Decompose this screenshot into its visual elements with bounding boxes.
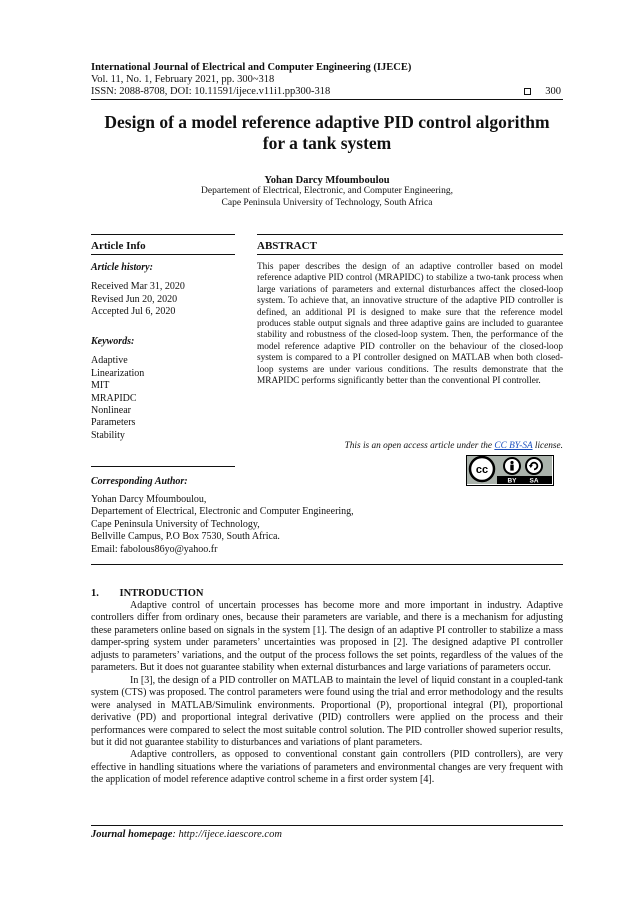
- affiliation-line: Cape Peninsula University of Technology, South Africa: [221, 197, 433, 208]
- section-heading: [91, 588, 204, 599]
- article-info-heading-rule: [91, 254, 235, 255]
- cc-badge-graphic: [467, 456, 552, 484]
- keyword: Parameters: [91, 417, 136, 429]
- paragraph: Adaptive controllers, as opposed to conventional constant gain controllers (PID controllers), are very effective in handling situations where the variations of parameters and environmental changes are very frequent with the application of model reference adaptive control scheme in a first order system [4].: [91, 749, 563, 786]
- square-icon: [524, 88, 531, 95]
- homepage-url[interactable]: http://ijece.iaescore.com: [178, 829, 282, 840]
- header-rule: [91, 99, 563, 100]
- journal-homepage: Journal homepage: http://ijece.iaescore.com: [91, 829, 282, 840]
- section-number: 1.: [91, 588, 99, 599]
- keyword: Nonlinear: [91, 405, 131, 417]
- open-access-statement: [257, 441, 563, 451]
- keyword: MIT: [91, 380, 110, 392]
- article-info-heading: Article Info: [91, 240, 146, 252]
- cc-by-sa-badge[interactable]: [466, 455, 554, 486]
- corresponding-line: Email: fabolous86yo@yahoo.fr: [91, 543, 218, 555]
- abstract-text: This paper describes the design of an adaptive controller based on model reference adaptive PID control (MRAPIDC) to stabilize a two-tank process when large variations of parameters and external disturbances affect the closed-loop system. To achieve that, an innovative structure of the adaptive PID controller is defined, an additional PI is designed to make sure that the reference model produces stable output signals and three adaptive gains are included to guarantee stability and robustness of the closed-loop system. Then, the performance of the model reference adaptive PID controller on the behaviour of the closed-loop system is compared to a PI controller designed on MATLAB when both closed-loop systems are under various conditions. The results demonstrate that the MRAPIDC performs significantly better than the conventional PI controller.: [257, 262, 563, 387]
- open-access-suffix: license.: [534, 441, 563, 451]
- keywords-block: [91, 336, 235, 442]
- title-line: for a tank system: [262, 133, 392, 153]
- affiliation-line: Departement of Electrical, Electronic, and Computer Engineering,: [201, 186, 453, 196]
- issn-doi-line: ISSN: 2088-8708, DOI: 10.11591/ijece.v11i1.pp300-318: [91, 86, 331, 97]
- corresponding-line: Bellville Campus, P.O Box 7530, South Africa.: [91, 531, 280, 543]
- paper-title: [91, 112, 563, 154]
- abstract-top-rule: [257, 234, 563, 235]
- page-marker: [524, 86, 561, 97]
- article-info-bottom-rule: [91, 466, 235, 467]
- article-history: [91, 262, 235, 319]
- share-alike-icon: [526, 458, 542, 474]
- title-line: Design of a model reference adaptive PID control algorithm: [104, 112, 550, 132]
- abstract-heading-rule: [257, 254, 563, 255]
- badge-label-by: BY: [507, 477, 517, 484]
- license-link[interactable]: CC BY-SA: [494, 441, 533, 451]
- keyword: Adaptive: [91, 355, 128, 367]
- author-name: Yohan Darcy Mfoumboulou: [264, 175, 390, 186]
- keyword: MRAPIDC: [91, 392, 137, 404]
- abstract-heading: ABSTRACT: [257, 240, 317, 252]
- svg-text:cc: cc: [475, 464, 489, 476]
- paragraph: In [3], the design of a PID controller on MATLAB to maintain the level of liquid constant in a coupled-tank system (CTS) was proposed. The control parameters were found using the trial and error methodology and the results were analysed in MATLAB/Simulink environments. Proportional (P), proportional integral (PI), proportional derivative (PD) and proportional integral derivative (PID) controllers were applied on the process and their performances were compared to select the most suitable control solution. The PID controller showed superior results, but it did not guarantee stability to disturbances and variations of plant parameters.: [91, 674, 563, 748]
- homepage-label: Journal homepage: [91, 829, 173, 840]
- corresponding-line: Departement of Electrical, Electronic and Computer Engineering,: [91, 506, 354, 518]
- paragraph: Adaptive control of uncertain processes has become more and more important in industry. Adaptive controllers differ from ordinary ones, because their parameters are variable, and there is a mechanism for adjusting these parameters online based on signals in the system [1]. The design of an adaptive PI controller to stabilize a mass damper-spring system under parameters’ uncertainties was proposed in [2]. The designed adaptive PI controller adjusts to parameters’ variations, and the output of the process follows the set points, regardless of the values of the parameters. But it does not guarantee stability when external disturbances and large variations of parameters occur.: [91, 600, 563, 674]
- open-access-prefix: This is an open access article under the: [344, 441, 493, 451]
- volume-line: Vol. 11, No. 1, February 2021, pp. 300~318: [91, 74, 275, 85]
- badge-label-sa: SA: [529, 477, 539, 484]
- author-affiliation: [91, 186, 563, 209]
- journal-name: International Journal of Electrical and Computer Engineering (IJECE): [91, 62, 412, 73]
- corresponding-author-label: Corresponding Author:: [91, 476, 188, 487]
- section-title: INTRODUCTION: [119, 588, 204, 599]
- section-body: [91, 600, 563, 787]
- keyword: Stability: [91, 429, 125, 441]
- history-item: Revised Jun 20, 2020: [91, 293, 178, 305]
- history-label: Article history:: [91, 262, 153, 273]
- corresponding-line: Cape Peninsula University of Technology,: [91, 518, 260, 530]
- keyword: Linearization: [91, 367, 145, 379]
- front-matter-bottom-rule: [91, 564, 563, 565]
- history-item: Received Mar 31, 2020: [91, 281, 185, 293]
- keywords-label: Keywords:: [91, 336, 135, 347]
- page-number: 300: [545, 86, 561, 97]
- corresponding-line: Yohan Darcy Mfoumboulou,: [91, 494, 207, 505]
- corresponding-author-details: [91, 494, 563, 556]
- article-info-top-rule: [91, 234, 235, 235]
- footer-rule: [91, 825, 563, 826]
- history-item: Accepted Jul 6, 2020: [91, 306, 176, 318]
